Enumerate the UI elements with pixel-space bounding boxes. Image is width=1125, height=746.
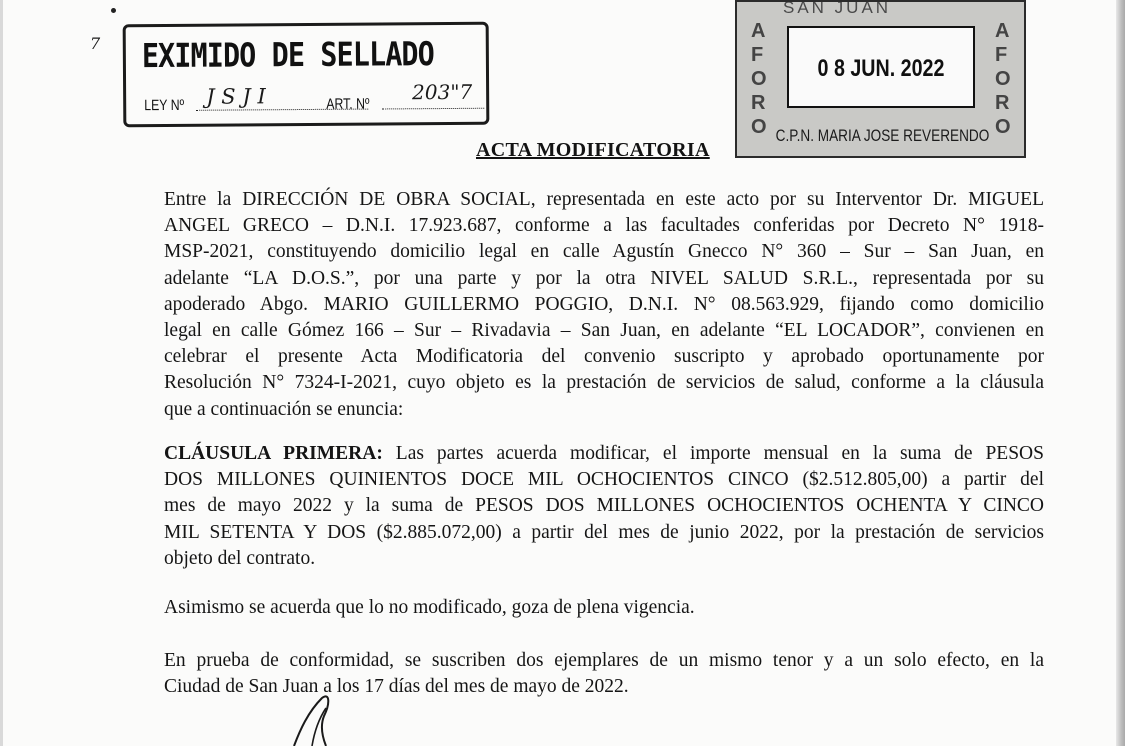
stamp-right-letter: A (995, 20, 1010, 42)
paragraph-validity (164, 595, 1044, 621)
stamp-right-letter: F (995, 44, 1008, 66)
margin-mark: 7 (90, 34, 101, 53)
text-line: MIL SETENTA Y DOS ($2.885.072,00) a partir del mes de junio 2022, por la prestación de servicios (164, 521, 1044, 543)
stamp-right-letter: O (995, 116, 1011, 138)
paragraph-clause-one (164, 441, 1044, 572)
exempt-stamp-fields (144, 79, 484, 119)
stamp-top-text: SAN JUAN (783, 0, 892, 17)
art-label: ART. Nº (326, 95, 370, 113)
stamp-left-letter: A (751, 20, 766, 42)
ley-label: LEY Nº (144, 96, 185, 115)
stamp-left-letter: R (751, 92, 766, 114)
text-line: que a continuación se enuncia: (164, 398, 404, 420)
text-line: Ciudad de San Juan a los 17 días del mes de mayo de 2022. (164, 676, 629, 698)
text-line: Asimismo se acuerda que lo no modificado, goza de plena vigencia. (164, 597, 695, 618)
text-line: En prueba de conformidad, se suscriben dos ejemplares de un mismo tenor y a un solo efecto, en la (164, 650, 1044, 671)
document-title: ACTA MODIFICATORIA (476, 139, 710, 161)
scan-edge-right (1116, 0, 1125, 746)
art-handwritten-value: 203"7 (412, 79, 473, 105)
text-line: legal en calle Gómez 166 – Sur – Rivadavia – San Juan, en adelante “EL LOCADOR”, convienen en (164, 320, 1044, 342)
text-line: mes de mayo 2022 y la suma de PESOS DOS MILLONES OCHOCIENTOS OCHENTA Y CINCO (164, 495, 1044, 517)
stamp-left-letter: O (751, 116, 767, 138)
stamp-date-box (787, 26, 975, 108)
stamp-date: 0 8 JUN. 2022 (817, 55, 945, 82)
text-line: apoderado Abgo. MARIO GUILLERMO POGGIO, D.N.I. N° 08.563.929, fijando como domicilio (164, 293, 1044, 315)
text-line: Resolución N° 7324-I-2021, cuyo objeto es la prestación de servicios de salud, conforme a la cláusula (164, 372, 1044, 394)
scan-speck (111, 8, 116, 13)
exempt-stamp (123, 22, 490, 128)
text-line: MSP-2021, constituyendo domicilio legal en calle Agustín Gnecco N° 360 – Sur – San Juan, en (164, 241, 1044, 263)
stamp-signatory-name: C.P.N. MARIA JOSE REVERENDO (775, 126, 990, 145)
stamp-right-letter: R (995, 92, 1010, 114)
text-line: adelante “LA D.O.S.”, por una parte y por la otra NIVEL SALUD S.R.L., representada por su (164, 267, 1044, 289)
clause-text: Las partes acuerda modificar, el importe mensual en la suma de PESOS (382, 443, 1044, 464)
ley-handwritten-value: J S J I (206, 84, 266, 109)
clause-label: CLÁUSULA PRIMERA: (164, 443, 383, 464)
text-line: objeto del contrato. (164, 547, 316, 569)
stamp-left-letter: O (751, 68, 767, 90)
text-line: Entre la DIRECCIÓN DE OBRA SOCIAL, representada en este acto por su Interventor Dr. MIGUEL (164, 189, 1044, 210)
received-date-stamp (735, 0, 1026, 158)
stamp-left-letter: F (751, 44, 764, 66)
text-line (164, 441, 1044, 467)
text-line: DOS MILLONES QUINIENTOS DOCE MIL OCHOCIENTOS CINCO ($2.512.805,00) a partir del (164, 469, 1044, 491)
text-line: ANGEL GRECO – D.N.I. 17.923.687, conforme a las facultades conferidas por Decreto N° 1918- (164, 215, 1044, 237)
signature-icon (286, 690, 346, 746)
exempt-stamp-title: EXIMIDO DE SELLADO (141, 34, 435, 76)
paragraph-parties (164, 187, 1044, 423)
stamp-right-letter: O (995, 68, 1011, 90)
text-line: celebrar el presente Acta Modificatoria del convenio suscripto y aprobado oportunamente por (164, 346, 1044, 368)
scan-edge-left (0, 0, 3, 746)
